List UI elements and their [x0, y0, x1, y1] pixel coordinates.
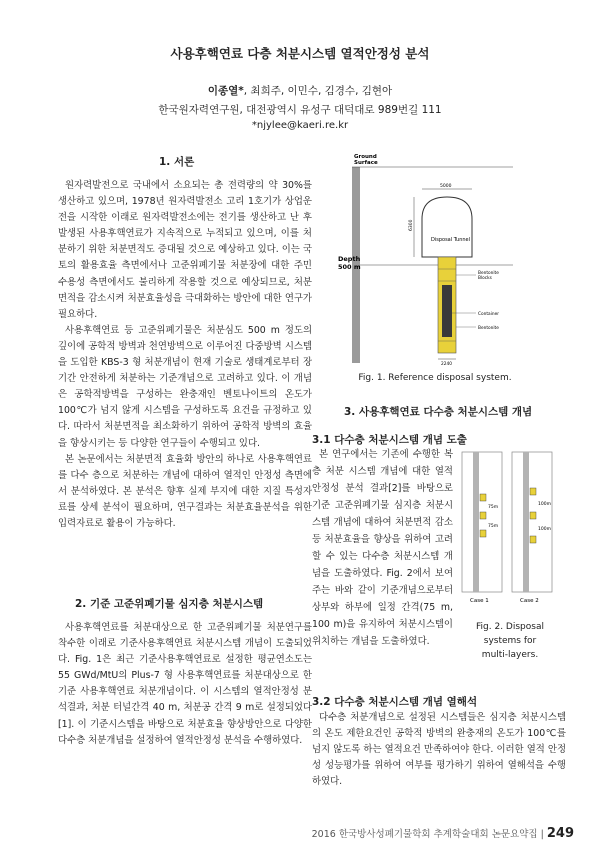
- case1-ground: [473, 452, 479, 592]
- bentonite-label-2: Blocks: [478, 276, 492, 281]
- intro-paragraph-3: 본 논문에서는 처분면적 효율화 방안의 하나로 사용후핵연료를 다수 층으로 처분하는 개념에 대하여 열적인 안정성 측면에서 분석하였다. 본 분석은 향후 실제 부지에 대한 지질 특성자료를 상세 분석이 필요하며, 연구결과는 처분효율분석을 위한 입력자료로 활용이 가능하다.: [58, 453, 312, 529]
- case2-layer-3: [530, 536, 536, 543]
- case2-ground: [523, 452, 529, 592]
- depth-label-2: 500 m: [338, 263, 361, 271]
- case1-layer-2: [480, 512, 486, 519]
- intro-text: [58, 178, 312, 532]
- dim-top: 5000: [440, 184, 452, 189]
- sec32-paragraph-1: 다수층 처분개념으로 설정된 시스템들은 심지층 처분시스템의 온도 제한요건인 공학적 방벽의 완충재의 온도가 100℃를 넘지 않도록 하는 열적요건 만족하여야 한다. 이러한 열적 안정성 성능평가를 위하여 여부를 평가하기 위하여 열해석을 수행하였다.: [312, 712, 566, 788]
- sec32-heading: 3.2 다수층 처분시스템 개념 열해석: [312, 696, 478, 708]
- fig2-diagram: [458, 450, 558, 608]
- sec31-text: [312, 446, 453, 650]
- disposal-tunnel: [422, 197, 472, 257]
- case1-layers: [480, 494, 486, 537]
- intro-paragraph-2: 사용후핵연료 등 고준위폐기물은 처분심도 500 m 정도의 깊이에 공학적 방벽과 천연방벽으로 이루어진 다중방벽 시스템을 도입한 KBS-3 형 처분개념이 현재 기술로 생태계로부터 장기간 안전하게 처분하는 기준개념으로 고려하고 있다. 이 개념은 공학적방벽을 구성하는 완충재인 벤토나이트의 온도가 100℃가 넘지 않게 시스템을 구성하도록 요건을 규정하고 있다. 따라서 처분면적을 최소화하기 위하여 공학적 방벽의 효율을 향상시키는 등 다양한 연구들이 수행되고 있다.: [58, 324, 312, 449]
- fig1-diagram: [338, 153, 513, 365]
- email: *njylee@kaeri.re.kr: [251, 120, 349, 131]
- case1-gap-2: 75m: [488, 524, 499, 529]
- case1-panel: [462, 452, 502, 592]
- case2-panel: [512, 452, 552, 592]
- case2-label: Case 2: [520, 598, 539, 604]
- intro-paragraph-1: 원자력발전으로 국내에서 소요되는 총 전력량의 약 30%를 생산하고 있으며, 1978년 원자력발전소 고리 1호기가 상업운전을 시작한 이래로 원자력발전소에는 전기를 생산하고 난 후 발생된 사용후핵연료가 지속적으로 누적되고 있으며, 이를 처분하기 위한 처분면적도 증대될 것으로 예상하고 있다. 이는 국토의 활용효율 측면에서나 고준위폐기물 처분장에 대한 주민 수용성 측면에서도 불리하게 작용할 것으로 예상되므로, 처분면적을 감소시켜 처분효율성을 극대화하는 방안에 대한 연구가 필요하다.: [58, 180, 312, 320]
- case2-gap-2: 100m: [538, 527, 551, 532]
- case1-label: Case 1: [470, 598, 489, 604]
- sec3-heading: 3. 사용후핵연료 다수층 처분시스템 개념: [344, 406, 533, 418]
- case2-layer-2: [530, 512, 536, 519]
- sec2-text: [58, 620, 312, 749]
- depth-label-1: Depth: [338, 255, 361, 263]
- backfill-label: Bentonite: [478, 326, 499, 331]
- case1-layer-3: [480, 530, 486, 537]
- ground-label-2: Surface: [354, 160, 378, 166]
- sec32-text: [312, 710, 566, 790]
- dim-height: 6300: [409, 219, 414, 231]
- footer-separator: |: [540, 829, 547, 840]
- conference-name: 2016 한국방사성폐기물학회 추계학술대회 논문요약집: [311, 829, 538, 840]
- case2-layer-1: [530, 488, 536, 495]
- container-label: Container: [478, 312, 499, 317]
- case1-gap-1: 75m: [488, 505, 499, 510]
- case2-gap-1: 100m: [538, 502, 551, 507]
- ground-label-1: Ground: [354, 154, 377, 160]
- affiliation: 한국원자력연구원, 대전광역시 유성구 대덕대로 989번길 111: [158, 104, 442, 116]
- sec2-heading: 2. 기준 고준위폐기물 심지층 처분시스템: [75, 598, 264, 610]
- fig2-caption-line-2: systems for: [483, 636, 537, 646]
- canister: [442, 285, 452, 337]
- fig2-caption-line-1: Fig. 2. Disposal: [476, 622, 544, 632]
- sec31-paragraph-1: 본 연구에서는 기존에 수행한 복층 처분 시스템 개념에 대한 열적 안정성 분석 결과[2]를 바탕으로 기준 고준위폐기물 심지층 처분시스템 개념에 대하여 처분면적 감소 등 처분효율을 향상을 위하여 고려할 수 있는 다수층 처분시스템 개념을 도출하였다. Fig. 2에서 보여주는 바와 같이 기준개념으로부터 상부와 하부에 일정 간격(75 m, 100 m)을 유지하여 처분시스템이 위치하는 개념을 도출하였다.: [312, 449, 453, 647]
- tunnel-label: Disposal Tunnel: [431, 237, 470, 243]
- sec2-paragraph-1: 사용후핵연료를 처분대상으로 한 고준위폐기물 처분연구를 착수한 이래로 기준사용후핵연료 처분시스템 개념이 도출되었다. Fig. 1은 최근 기준사용후핵연료로 설정한 평균연소도는 55 GWd/MtU의 Plus-7 형 사용후핵연료를 처분대상으로 한 기준 사용후핵연료 처분개념이다. 이 시스템의 열적안정성 분석결과, 처분 터널간격 40 m, 처분공 간격 9 m로 설정되었다[1]. 이 기준시스템을 바탕으로 처분효율 향상방안으로 다양한 다수층 처분개념을 설정하여 열적안정성 분석을 수행하였다.: [58, 622, 312, 746]
- fig1-caption: Fig. 1. Reference disposal system.: [358, 373, 512, 383]
- fig2-caption-line-3: multi-layers.: [481, 650, 539, 660]
- page-number: 249: [546, 826, 574, 841]
- co-authors: , 최희주, 이민수, 김경수, 김현아: [243, 85, 393, 97]
- author-list: [0, 83, 600, 98]
- page-footer: [312, 826, 574, 841]
- fig2-caption: [455, 620, 565, 662]
- dim-bottom: 2240: [441, 362, 452, 365]
- bentonite-label-1: Bentonite: [478, 271, 499, 276]
- corresponding-author: 이종열*: [207, 85, 244, 97]
- paper-title: 사용후핵연료 다층 처분시스템 열적안정성 분석: [170, 46, 430, 61]
- sec31-heading: 3.1 다수층 처분시스템 개념 도출: [312, 434, 467, 446]
- case1-layer-1: [480, 494, 486, 501]
- intro-heading: 1. 서론: [159, 156, 195, 168]
